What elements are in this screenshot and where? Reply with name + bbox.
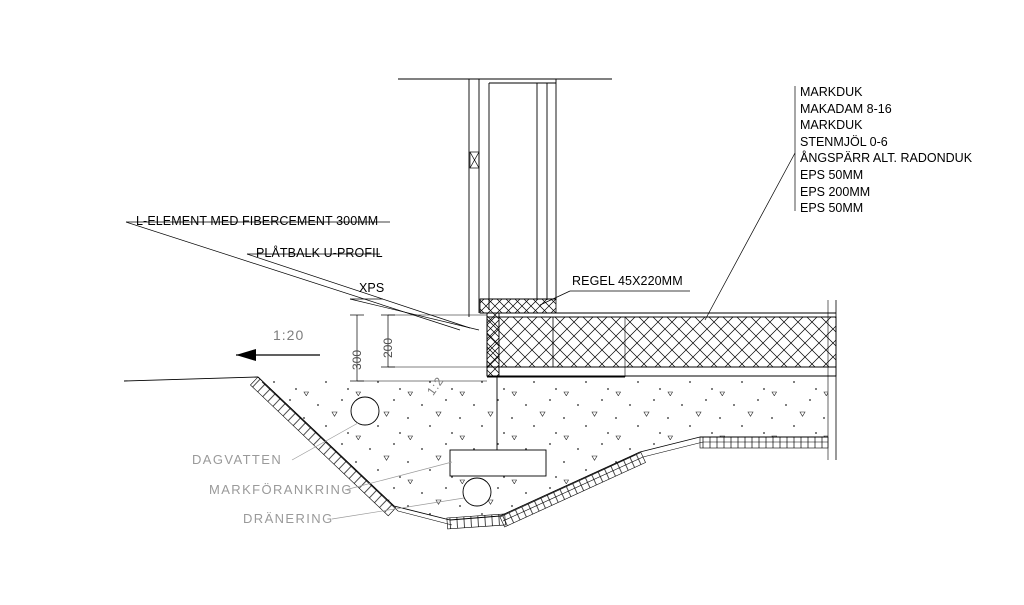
- floor-insulation-band: [487, 313, 836, 377]
- ground-label-dranering: DRÄNERING: [243, 511, 334, 526]
- legend-item-1: MAKADAM 8-16: [800, 101, 892, 116]
- legend-item-7: EPS 50MM: [800, 201, 864, 216]
- callout-platbalk: PLÅTBALK U-PROFIL: [256, 246, 383, 260]
- slope-label-1-2: 1:2: [424, 373, 447, 399]
- material-legend: [800, 84, 972, 217]
- legend-item-3: STENMJÖL 0-6: [800, 134, 888, 149]
- ground-label-dagvatten: DAGVATTEN: [192, 452, 283, 467]
- slope-label-1-20: 1:20: [273, 327, 305, 343]
- dimension-label-200: 200: [381, 337, 395, 358]
- slope-arrow-1-20: [236, 349, 320, 361]
- callout-regel: REGEL 45X220MM: [572, 274, 683, 288]
- legend-item-4: ÅNGSPÄRR ALT. RADONDUK: [800, 151, 973, 166]
- callout-xps: XPS: [359, 281, 385, 295]
- dimension-label-300: 300: [350, 349, 364, 370]
- legend-item-0: MARKDUK: [800, 85, 863, 99]
- callout-l-element: L-ELEMENT MED FIBERCEMENT 300MM: [136, 214, 379, 228]
- legend-item-2: MARKDUK: [800, 118, 863, 133]
- legend-item-6: EPS 200MM: [800, 184, 871, 199]
- legend-item-5: EPS 50MM: [800, 167, 864, 182]
- dimension-lines: [350, 315, 487, 381]
- ground-label-markforankring: MARKFÖRANKRING: [209, 482, 353, 497]
